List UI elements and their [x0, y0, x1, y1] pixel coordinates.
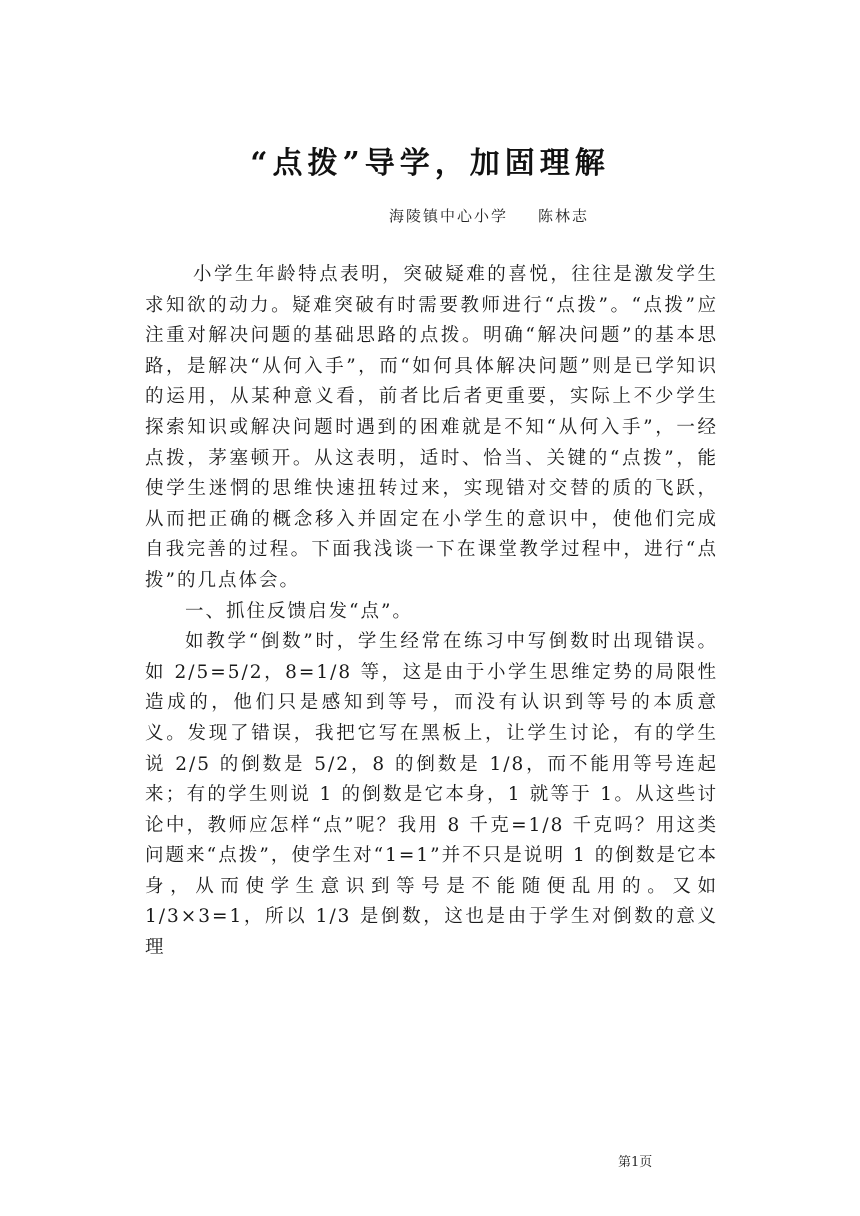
author-name: 陈林志 — [538, 207, 590, 225]
school-name: 海陵镇中心小学 — [389, 207, 509, 225]
byline — [389, 205, 589, 226]
document-body — [145, 260, 718, 964]
page-number: 第1页 — [618, 1155, 653, 1170]
paragraph-example: 如教学“倒数”时，学生经常在练习中写倒数时出现错误。如 2/5=5/2，8=1/8 等，这是由于小学生思维定势的局限性造成的，他们只是感知到等号，而没有认识到等号的本质意义。发现了错误，我把它写在黑板上，让学生讨论，有的学生说 2/5 的倒数是 5/2，8 的倒数是 1/8，而不能用等号连起来；有的学生则说 1 的倒数是它本身，1 就等于 1。从这些讨论中，教师应怎样“点”呢？我用 8 千克=1/8 千克吗？用这类问题来“点拨”，使学生对“1=1”并不只是说明 1 的倒数是它本身，从而使学生意识到等号是不能随便乱用的。又如 1/3×3=1，所以 1/3 是倒数，这也是由于学生对倒数的意义理 — [145, 631, 718, 959]
section-heading-1: 一、抓住反馈启发“点”。 — [185, 600, 413, 622]
document-title: “点拨”导学，加固理解 — [250, 146, 610, 181]
paragraph-intro: 小学生年龄特点表明，突破疑难的喜悦，往往是激发学生求知欲的动力。疑难突破有时需要教师进行“点拨”。“点拨”应注重对解决问题的基础思路的点拨。明确“解决问题”的基本思路，是解决“从何入手”，而“如何具体解决问题”则是已学知识的运用，从某种意义看，前者比后者更重要，实际上不少学生探索知识或解决问题时遇到的困难就是不知“从何入手”，一经点拨，茅塞顿开。从这表明，适时、恰当、关键的“点拨”，能使学生迷惘的思维快速扭转过来，实现错对交替的质的飞跃，从而把正确的概念移入并固定在小学生的意识中，使他们完成自我完善的过程。下面我浅谈一下在课堂教学过程中，进行“点拨”的几点体会。 — [145, 264, 718, 591]
